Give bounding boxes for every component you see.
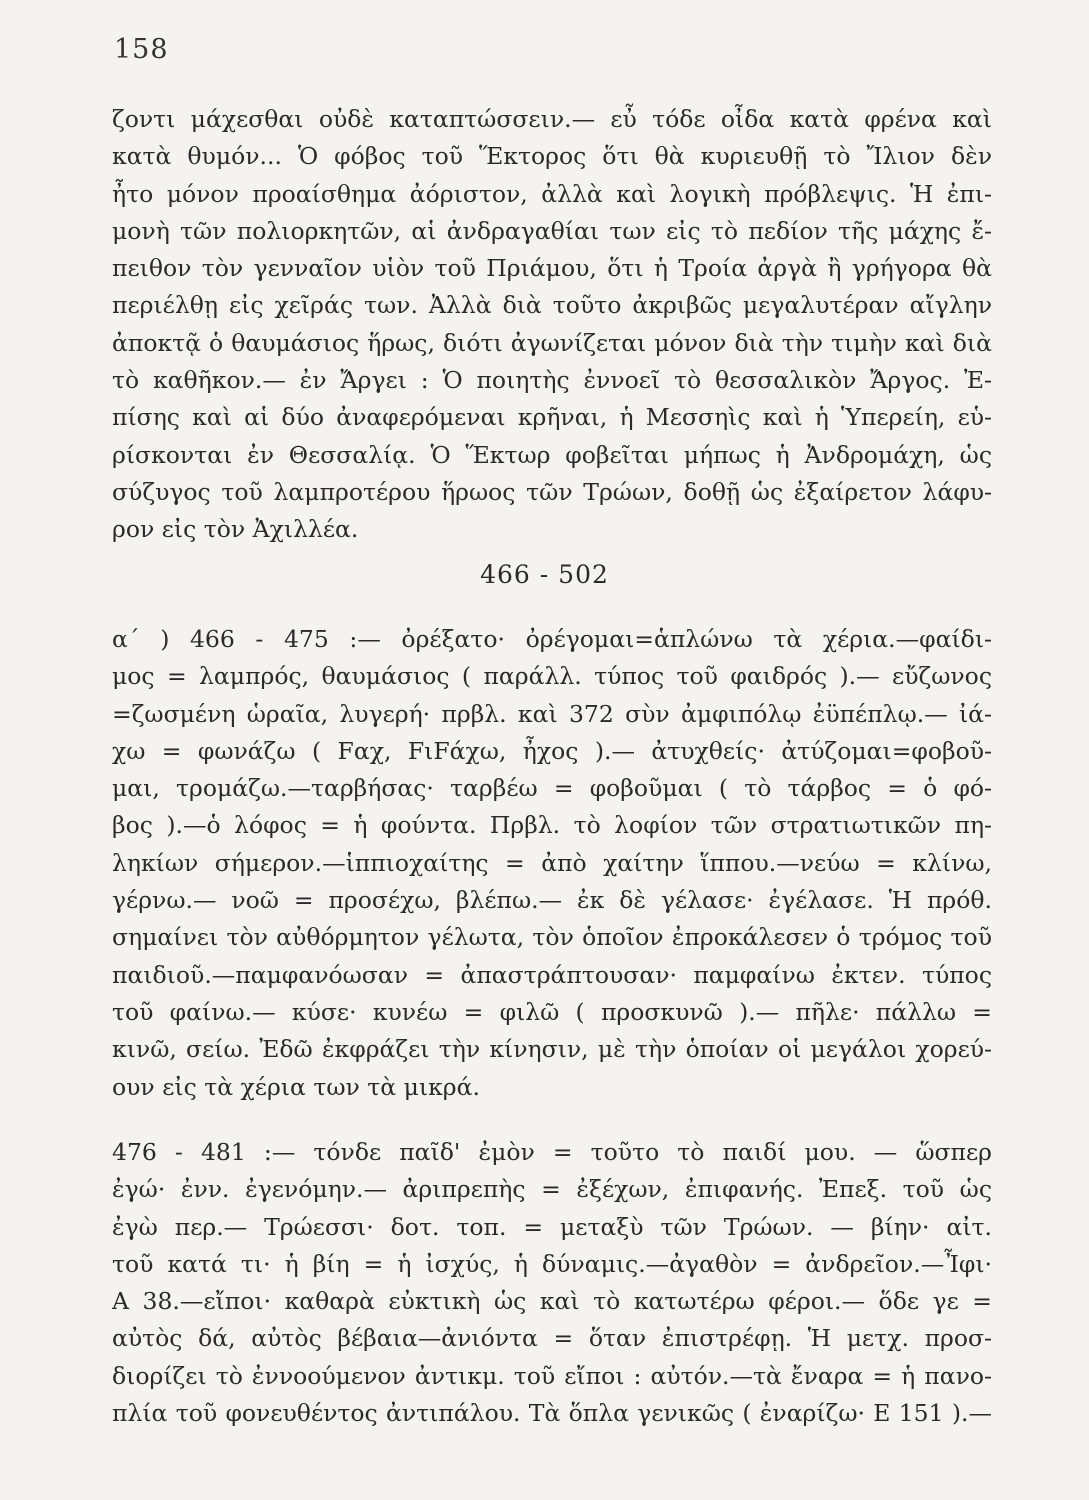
text-line: κατὰ θυμόν... Ὁ φόβος τοῦ Ἕκτορος ὅτι θὰ κυριευθῇ τὸ Ἴλιον δὲν bbox=[112, 142, 992, 171]
text-line: περιέλθῃ εἰς χεῖράς των. Ἀλλὰ διὰ τοῦτο ἀκριβῶς μεγαλυτέραν αἴγλην bbox=[112, 291, 992, 320]
text-line: αὐτὸς δά, αὐτὸς βέβαια—ἀνιόντα = ὅταν ἐπιστρέφῃ. Ἡ μετχ. προσ- bbox=[112, 1324, 992, 1353]
text-line: μονὴ τῶν πολιορκητῶν, αἱ ἀνδραγαθίαι των εἰς τὸ πεδίον τῆς μάχης ἔ- bbox=[112, 216, 992, 245]
text-line: ληκίων σήμερον.—ἱππιοχαίτης = ἀπὸ χαίτην ἵππου.—νεύω = κλίνω, bbox=[112, 848, 992, 877]
text-line: πλία τοῦ φονευθέντος ἀντιπάλου. Τὰ ὅπλα γενικῶς ( ἐναρίζω· Ε 151 ).— bbox=[112, 1399, 992, 1428]
text-line: τοῦ κατά τι· ἡ βίη = ἡ ἰσχύς, ἡ δύναμις.—ἀγαθὸν = ἀνδρεῖον.—Ἶφι· bbox=[112, 1249, 992, 1278]
text-line: παιδιοῦ.—παμφανόωσαν = ἀπαστράπτουσαν· παμφαίνω ἐκτεν. τύπος bbox=[112, 960, 992, 989]
text-line: ρίσκονται ἐν Θεσσαλίᾳ. Ὁ Ἕκτωρ φοβεῖται μήπως ἡ Ἀνδρομάχη, ὡς bbox=[112, 440, 992, 469]
text-line: τοῦ φαίνω.— κύσε· κυνέω = φιλῶ ( προσκυνῶ ).— πῆλε· πάλλω = bbox=[112, 997, 992, 1026]
text-line: 476 - 481 :— τόνδε παῖδ' ἐμὸν = τοῦτο τὸ παιδί μου. — ὥσπερ bbox=[112, 1138, 992, 1166]
page-number: 158 bbox=[114, 34, 169, 65]
text-line: σύζυγος τοῦ λαμπροτέρου ἥρωος τῶν Τρώων, δοθῇ ὡς ἐξαίρετον λάφυ- bbox=[112, 477, 992, 506]
text-line: ἐγώ· ἐνν. ἐγενόμην.— ἀριπρεπὴς = ἐξέχων, ἐπιφανής. Ἐπεξ. τοῦ ὡς bbox=[112, 1175, 992, 1204]
text-line: ζοντι μάχεσθαι οὐδὲ καταπτώσσειν.— εὖ τόδε οἶδα κατὰ φρένα καὶ bbox=[112, 105, 992, 133]
text-line: γέρνω.— νοῶ = προσέχω, βλέπω.— ἐκ δὲ γέλασε· ἐγέλασε. Ἡ πρόθ. bbox=[112, 886, 992, 915]
text-line: μος = λαμπρός, θαυμάσιος ( παράλλ. τύπος τοῦ φαιδρός ).— εὔζωνος bbox=[112, 662, 992, 691]
text-line: Α 38.—εἴποι· καθαρὰ εὐκτικὴ ὡς καὶ τὸ κατωτέρω φέροι.— ὅδε γε = bbox=[112, 1287, 992, 1316]
text-line: κινῶ, σείω. Ἐδῶ ἐκφράζει τὴν κίνησιν, μὲ τὴν ὁποίαν οἱ μεγάλοι χορεύ- bbox=[112, 1035, 992, 1064]
paragraph-commentary-intro bbox=[112, 101, 992, 549]
text-line: ἀποκτᾷ ὁ θαυμάσιος ἥρως, διότι ἀγωνίζεται μόνον διὰ τὴν τιμὴν καὶ διὰ bbox=[112, 328, 992, 357]
text-line: διορίζει τὸ ἐννοούμενον ἀντικμ. τοῦ εἴποι : αὐτόν.—τὰ ἔναρα = ἡ πανο- bbox=[112, 1361, 992, 1390]
text-line: πειθον τὸν γενναῖον υἱὸν τοῦ Πριάμου, ὅτι ἡ Τροία ἀργὰ ἢ γρήγορα θὰ bbox=[112, 254, 992, 283]
text-line: χω = φωνάζω ( Fαχ, FιFάχω, ἦχος ).— ἀτυχθείς· ἀτύζομαι=φοβοῦ- bbox=[112, 736, 992, 765]
text-line: ουν εἰς τὰ χέρια των τὰ μικρά. bbox=[112, 1072, 480, 1101]
text-line: μαι, τρομάζω.—ταρβήσας· ταρβέω = φοβοῦμαι ( τὸ τάρβος = ὁ φό- bbox=[112, 774, 992, 803]
paragraph-lines-476-481 bbox=[112, 1134, 992, 1432]
text-line: πίσης καὶ αἱ δύο ἀναφερόμεναι κρῆναι, ἡ Μεσσηὶς καὶ ἡ Ὑπερείη, εὑ- bbox=[112, 403, 992, 432]
text-line: α΄ ) 466 - 475 :— ὀρέξατο· ὀρέγομαι=ἁπλώνω τὰ χέρια.—φαίδι- bbox=[112, 625, 992, 653]
section-heading: 466 - 502 bbox=[480, 560, 609, 589]
text-line: βος ).—ὁ λόφος = ἡ φούντα. Πρβλ. τὸ λοφίον τῶν στρατιωτικῶν πη- bbox=[112, 811, 992, 840]
paragraph-lines-466-475 bbox=[112, 621, 992, 1106]
text-line: ἐγὼ περ.— Τρώεσσι· δοτ. τοπ. = μεταξὺ τῶν Τρώων. — βίην· αἰτ. bbox=[112, 1212, 992, 1241]
text-line: ἦτο μόνον προαίσθημα ἀόριστον, ἀλλὰ καὶ λογικὴ πρόβλεψις. Ἡ ἐπι- bbox=[112, 179, 992, 208]
text-line: ρον εἰς τὸν Ἀχιλλέα. bbox=[112, 515, 359, 544]
text-line: σημαίνει τὸν αὐθόρμητον γέλωτα, τὸν ὁποῖον ἐπροκάλεσεν ὁ τρόμος τοῦ bbox=[112, 923, 992, 952]
text-line: τὸ καθῆκον.— ἐν Ἄργει : Ὁ ποιητὴς ἐννοεῖ τὸ θεσσαλικὸν Ἄργος. Ἐ- bbox=[112, 366, 992, 395]
text-line: =ζωσμένη ὡραῖα, λυγερή· πρβλ. καὶ 372 σὺν ἀμφιπόλῳ ἐϋπέπλῳ.— ἰά- bbox=[112, 699, 992, 728]
